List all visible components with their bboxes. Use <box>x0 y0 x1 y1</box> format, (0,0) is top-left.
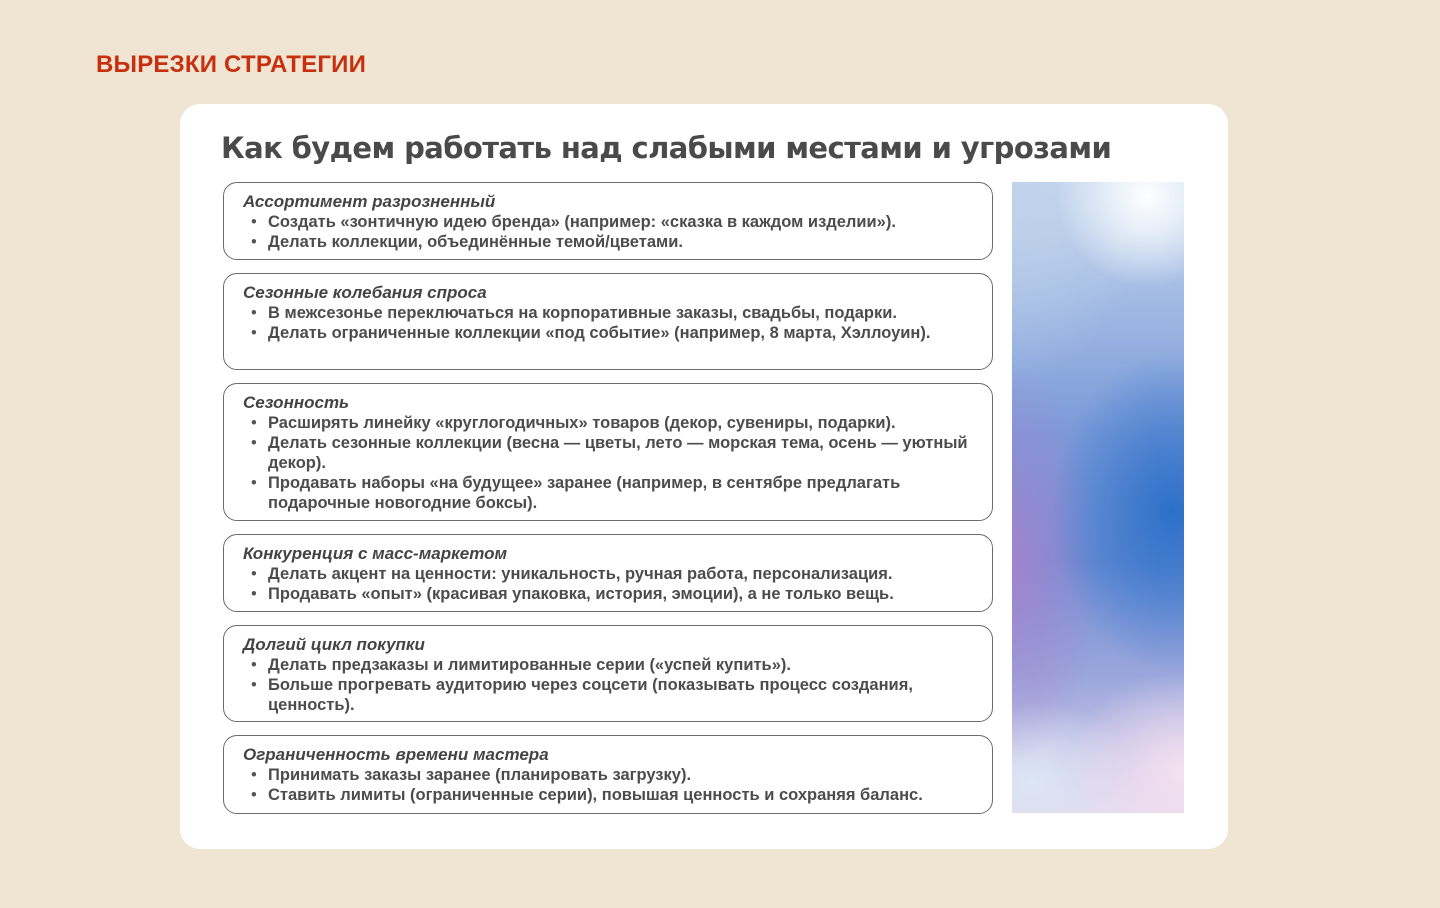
item-seasonality <box>223 383 993 521</box>
item-title: Сезонность <box>243 393 350 412</box>
item-master-time <box>223 735 993 814</box>
item-seasonal-demand <box>223 273 993 370</box>
item-title: Ассортимент разрозненный <box>243 192 496 211</box>
bullet: • Принимать заказы заранее (планировать загрузку). <box>249 765 980 785</box>
strategy-card <box>180 104 1228 849</box>
bullet-list <box>243 413 980 513</box>
bullet: • Делать предзаказы и лимитированные серии («успей купить»). <box>249 655 980 675</box>
item-long-purchase-cycle <box>223 625 993 722</box>
section-label: ВЫРЕЗКИ СТРАТЕГИИ <box>96 51 367 78</box>
bullet: • Продавать «опыт» (красивая упаковка, история, эмоции), а не только вещь. <box>249 584 980 604</box>
bullet: • Делать коллекции, объединённые темой/цветами. <box>249 232 980 252</box>
bullet-list <box>243 655 980 715</box>
item-title: Долгий цикл покупки <box>243 635 425 654</box>
item-title: Ограниченность времени мастера <box>243 745 549 764</box>
bullet-list <box>243 303 980 343</box>
decorative-gradient-image <box>1012 182 1184 813</box>
bullet-list <box>243 765 980 805</box>
bullet: • Делать ограниченные коллекции «под событие» (например, 8 марта, Хэллоуин). <box>249 323 980 343</box>
bullet: • Ставить лимиты (ограниченные серии), повышая ценность и сохраняя баланс. <box>249 785 980 805</box>
bullet: • Продавать наборы «на будущее» заранее (например, в сентябре предлагать подарочные новогодние боксы). <box>249 473 980 513</box>
item-assortment <box>223 182 993 260</box>
bullet: • Делать сезонные коллекции (весна — цветы, лето — морская тема, осень — уютный декор). <box>249 433 980 473</box>
card-title: Как будем работать над слабыми местами и угрозами <box>221 131 1112 165</box>
item-title: Конкуренция с масс-маркетом <box>243 544 508 563</box>
item-title: Сезонные колебания спроса <box>243 283 487 302</box>
bullet: • Делать акцент на ценности: уникальность, ручная работа, персонализация. <box>249 564 980 584</box>
bullet: • В межсезонье переключаться на корпоративные заказы, свадьбы, подарки. <box>249 303 980 323</box>
bullet: • Расширять линейку «круглогодичных» товаров (декор, сувениры, подарки). <box>249 413 980 433</box>
bullet-list <box>243 564 980 604</box>
item-mass-market <box>223 534 993 612</box>
bullet: • Больше прогревать аудиторию через соцсети (показывать процесс создания, ценность). <box>249 675 980 715</box>
bullet: • Создать «зонтичную идею бренда» (например: «сказка в каждом изделии»). <box>249 212 980 232</box>
bullet-list <box>243 212 980 252</box>
